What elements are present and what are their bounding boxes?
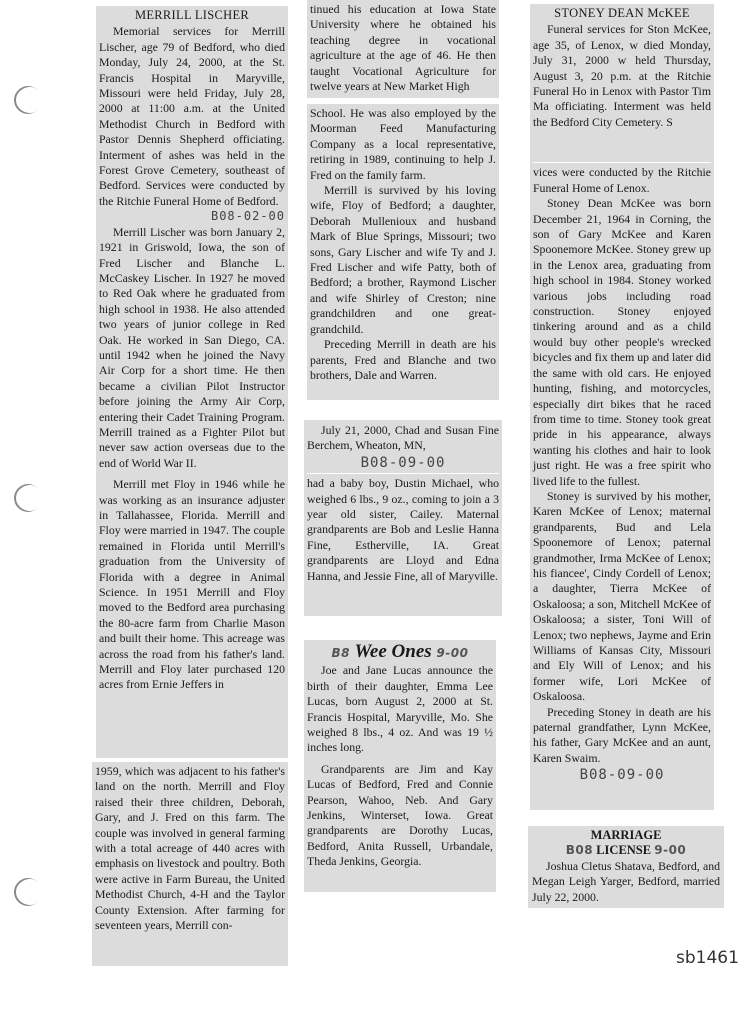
wee-ones-heading xyxy=(307,641,493,662)
merrill-paragraph: tinued his education at Iowa State University where he obtained his teaching degree in vocational agriculture at the age of 46. He then taught Vocational Agriculture for twelve years at New Market High xyxy=(310,2,496,94)
merrill-paragraph: Merrill Lischer was born January 2, 1921 in Griswold, Iowa, the son of Fred Lischer and Blanche L. McCaskey Lischer. In 1927 he moved to Red Oak where he graduated from high school in 1938. He also attended two years of junior college in Red Oak. He worked in San Diego, CA. until 1942 when he joined the Navy Air Corp for a short time. He then became a civilian Pilot Instructor before joining the Army Air Corp, entering their Cadet Training Program. Merrill trained as a Fighter Pilot but never saw action overseas due to the end of World War II. xyxy=(99,224,285,470)
marriage-paragraph: Joshua Cletus Shatava, Bedford, and Megan Leigh Yarger, Bedford, married July 22, 2000. xyxy=(532,858,720,904)
stoney-title: STONEY DEAN McKEE xyxy=(554,6,690,20)
page-number: sb1461 xyxy=(676,948,739,968)
wee-ones-paragraph: Grandparents are Jim and Kay Lucas of Bedford, Fred and Connie Pearson, Wahoo, Neb. And Gary Jenkins, Winterset, Iowa. Great grandparents are Dorothy Lucas, Bedford, Anita Russell, Urbandale, Theda Jenkins, Georgia. xyxy=(307,761,493,869)
handwritten-date-stamp: B08-09-00 xyxy=(579,767,665,784)
handwritten-note: 9-00 xyxy=(654,843,687,858)
stoney-paragraph: Stoney is survived by his mother, Karen McKee of Lenox; maternal grandparents, Bud and Lela Spoonemore of Lenox; paternal grandmother, Irma McKee of Lenox; his fiancee', Cindy Cordell of Lenox; a daughter, Tierra McKee of Oskaloosa; a son, Mitchell McKee of Oskaloosa; a sister, Toni Will of Lenox; two nephews, Jayme and Erin Williams of Kansas City, Missouri and Ely Will of Lenox; and his former wife, Lori McKee of Oskaloosa. xyxy=(533,488,711,704)
handwritten-note: 9-00 xyxy=(436,646,469,660)
stoney-paragraph: Preceding Stoney in death are his paternal grandfather, Lynn McKee, his father, Gary McKee and an aunt, Karen Swaim. xyxy=(533,704,711,765)
merrill-paragraph: Merrill is survived by his loving wife, Floy of Bedford; a daughter, Deborah Mullenioux and husband Mark of Blue Springs, Missouri; two sons, Gary Lischer and wife Ty and J. Fred Lischer and wife Patty, both of Bedford; a brother, Raymond Lischer and wife Shirley of Creston; nine grandchildren and one great-grandchild. xyxy=(310,183,496,336)
marriage-title-1: MARRIAGE xyxy=(590,828,662,842)
merrill-clipping-3 xyxy=(307,0,499,98)
merrill-paragraph: Memorial services for Merrill Lischer, age 79 of Bedford, who died Monday, July 24, 2000, at the St. Francis Hospital in Maryville, Missouri were held Friday, July 28, 2000 at 11:00 a.m. at the United Methodist Church in Bedford with Pastor Dennis Shepherd officiating. Interment of ashes was held in the Forest Grove Cemetery, southeast of Bedford. Services were conducted by the Ritchie Funeral Home of Bedford. xyxy=(99,24,285,208)
merrill-paragraph: Merrill met Floy in 1946 while he was working as an insurance adjuster in Tallahassee, Florida. Merrill and Floy were married in 1947. The couple remained in Florida until Merrill's graduation from the University of Florida with a degree in Animal Science. In 1951 Merrill and Floy moved to the Bedford area purchasing the 80-acre farm from Charlie Mason and built their home. This acreage was across the road from his father's land. Merrill and Floy later purchased 120 acres from Ernie Jeffers in xyxy=(99,477,285,692)
merrill-paragraph: Preceding Merrill in death are his parents, Fred and Blanche and two brothers, Dale and Warren. xyxy=(310,337,496,382)
binder-hole xyxy=(8,478,48,518)
stoney-paragraph: vices were conducted by the Ritchie Funeral Home of Lenox. xyxy=(533,162,711,196)
wee-ones-clipping xyxy=(304,640,496,892)
merrill-paragraph: 1959, which was adjacent to his father's land on the north. Merrill and Floy raised their three children, Deborah, Gary, and J. Fred on this farm. The couple was involved in general farming with a total acreage of 440 acres with emphasis on livestock and poultry. Both were active in Farm Bureau, the United Methodist Church, 4-H and the Taylor County Extension. After farming for seventeen years, Merrill con- xyxy=(95,764,285,933)
handwritten-date-stamp: B08-09-00 xyxy=(360,454,446,471)
berchem-paragraph: July 21, 2000, Chad and Susan Fine Berchem, Wheaton, MN, xyxy=(307,423,499,453)
berchem-clipping xyxy=(304,420,502,616)
binder-hole xyxy=(8,80,48,120)
merrill-clipping-2 xyxy=(92,762,288,966)
merrill-clipping-1 xyxy=(96,6,288,758)
wee-ones-paragraph: Joe and Jane Lucas announce the birth of their daughter, Emma Lee Lucas, born August 2, 2000 at St. Francis Hospital, Maryville, Mo. She weighed 8 lbs., 4 oz. And was 19 ½ inches long. xyxy=(307,663,493,755)
berchem-paragraph: had a baby boy, Dustin Michael, who weighed 6 lbs., 9 oz., coming to join a 3 year old sister, Cailey. Maternal grandparents are Bob and Leslie Hanna Fine, Estherville, IA. Great grandparents are Lloyd and Edna Hanna, and Jessie Fine, all of Maryville. xyxy=(307,473,499,584)
stoney-paragraph: Stoney Dean McKee was born December 21, 1964 in Corning, the son of Gary McKee and Karen Spoonemore McKee. Stoney grew up in the Lenox area, graduating from high school in 1984. Stoney worked various jobs including road construction. Stoney enjoyed tinkering around and as a child would buy other people's wrecked bicycles and fix them up and later did the same with old cars. He enjoyed hunting, fishing, and motorcycles, especially dirt bikes that he raced from time to time. Stoney took great pride in his appearance, always wanting his clothes and hair to look just right. He was a free spirit who lived life to the fullest. xyxy=(533,196,711,488)
wee-ones-title: Wee Ones xyxy=(354,641,432,662)
binder-hole xyxy=(8,872,48,912)
handwritten-date-stamp: B08-02-00 xyxy=(210,209,285,224)
marriage-title-2: LICENSE xyxy=(596,843,652,858)
marriage-heading-line xyxy=(532,843,720,858)
marriage-license-clipping xyxy=(528,826,724,908)
merrill-title: MERRILL LISCHER xyxy=(134,8,250,22)
stoney-clipping xyxy=(530,4,714,810)
merrill-paragraph: School. He was also employed by the Moorman Feed Manufacturing Company as a local representative, retiring in 1989, continuing to help J. Fred on the family farm. xyxy=(310,106,496,182)
handwritten-note: B8 xyxy=(331,646,351,660)
stoney-paragraph: Funeral services for Ston McKee, age 35, of Lenox, w died Monday, July 31, 2000 w held Thursday, August 3, 20 p.m. at the Ritchie Funeral Ho in Lenox with Pastor Tim Ma officiating. Interment was held the Bedford City Cemetery. S xyxy=(533,22,711,129)
handwritten-note: B08 xyxy=(565,843,594,858)
merrill-clipping-4 xyxy=(307,104,499,400)
